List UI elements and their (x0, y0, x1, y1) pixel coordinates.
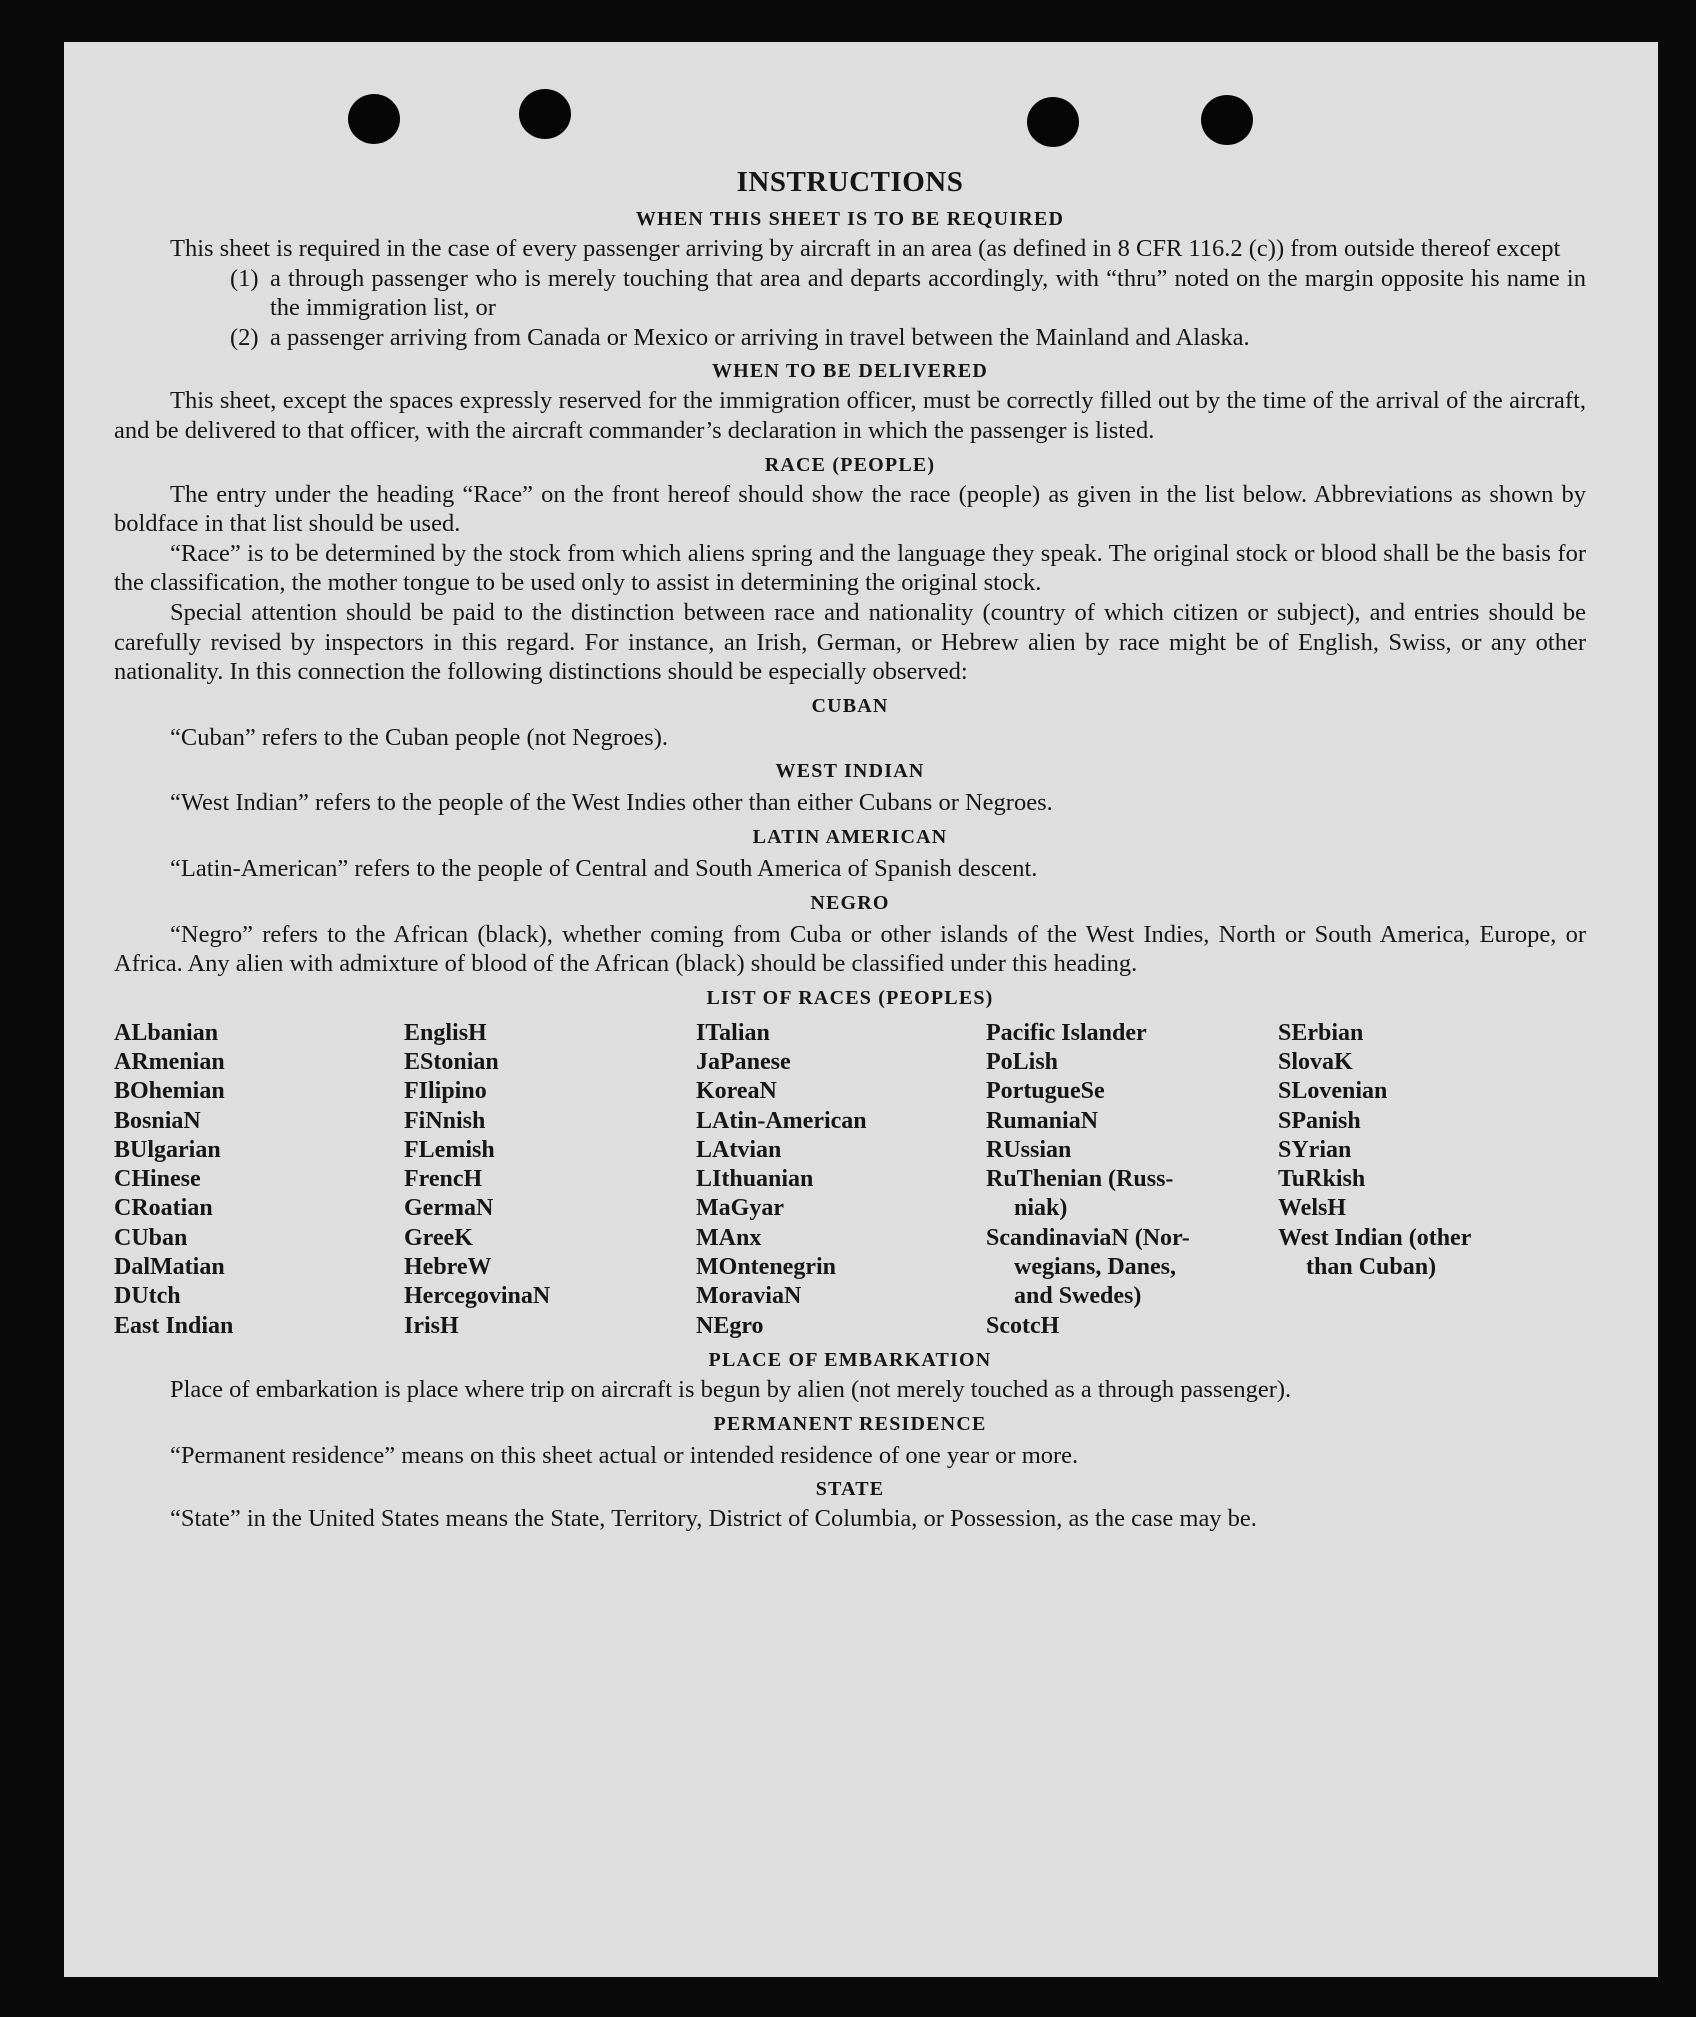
definition-state: “State” in the United States means the State, Territory, District of Columbia, or Possession, as the case may be. (170, 1505, 1257, 1533)
race-entry: LAtvian (696, 1136, 782, 1163)
race-entry: IrisH (404, 1312, 459, 1339)
heading-race: RACE (PEOPLE) (764, 453, 936, 476)
heading-negro: NEGRO (810, 891, 890, 914)
race-entry: TuRkish (1278, 1166, 1366, 1193)
definition-west-indian: “West Indian” refers to the people of the West Indies other than either Cubans or Negroes. (170, 789, 1053, 817)
race-entry: SYrian (1278, 1136, 1352, 1163)
race-entry: ITalian (696, 1019, 770, 1046)
race-entry: SLovenian (1278, 1078, 1388, 1105)
race-entry: CUban (114, 1224, 188, 1251)
race-entry: SlovaK (1278, 1048, 1353, 1075)
race-column (114, 1019, 404, 1341)
item-text: a passenger arriving from Canada or Mexico or arriving in travel between the Mainland and Alaska. (270, 323, 1250, 351)
race-entry: HebreW (404, 1254, 492, 1281)
race-entry: WelsH (1278, 1195, 1347, 1222)
document-sheet (64, 42, 1658, 1977)
race-entry: wegians, Danes, (1014, 1254, 1177, 1281)
race-entry: LAtin-American (696, 1107, 867, 1134)
definition-latin-american: “Latin-American” refers to the people of Central and South America of Spanish descent. (170, 854, 1038, 882)
race-entry: GermaN (404, 1195, 494, 1222)
punch-hole (1201, 95, 1253, 145)
race-entry: EnglisH (404, 1019, 487, 1046)
race-entry: niak) (1014, 1195, 1068, 1222)
race-entry: FiNnish (404, 1107, 486, 1134)
definition-permanent-residence: “Permanent residence” means on this sheet actual or intended residence of one year or more. (170, 1441, 1079, 1469)
punch-hole (519, 89, 571, 139)
race-entry: FIlipino (404, 1078, 487, 1105)
race-list (114, 1019, 1586, 1341)
race-entry: GreeK (404, 1224, 473, 1251)
paragraph-race-2: “Race” is to be determined by the stock from which aliens spring and the language they speak. The original stock or blood shall be the basis for the classification, the mother tongue to be used only to assist in determining the original stock. (114, 539, 1586, 597)
race-entry: HercegovinaN (404, 1283, 551, 1310)
race-entry: LIthuanian (696, 1166, 814, 1193)
paragraph-race-3: Special attention should be paid to the distinction between race and nationality (country of which citizen or subject), and entries should be carefully revised by inspectors in this regard. For instance, an Irish, German, or Hebrew alien by race might be of English, Swiss, or any other nationality. In this connection the following distinctions should be especially observed: (114, 598, 1586, 686)
race-entry: and Swedes) (1014, 1283, 1142, 1310)
paragraph-when-delivered: This sheet, except the spaces expressly reserved for the immigration officer, must be correctly filled out by the time of the arrival of the aircraft, and be delivered to that officer, with the aircraft commander’s declaration in which the passenger is listed. (114, 387, 1586, 444)
race-entry: JaPanese (696, 1048, 791, 1075)
item-number: (1) (230, 264, 259, 292)
race-entry: BUlgarian (114, 1136, 221, 1163)
heading-embarkation: PLACE OF EMBARKATION (708, 1348, 992, 1371)
race-entry: ARmenian (114, 1048, 225, 1075)
race-entry: ALbanian (114, 1019, 219, 1046)
heading-west-indian: WEST INDIAN (775, 760, 925, 783)
definition-cuban: “Cuban” refers to the Cuban people (not Negroes). (170, 723, 668, 751)
race-entry: RUssian (986, 1136, 1072, 1163)
race-entry: ScotcH (986, 1312, 1060, 1339)
race-entry: PoLish (986, 1048, 1059, 1075)
race-entry: ScandinaviaN (Nor- (986, 1224, 1190, 1251)
exception-item (230, 264, 1586, 323)
heading-permanent-residence: PERMANENT RESIDENCE (713, 1412, 987, 1435)
race-entry: FrencH (404, 1166, 483, 1193)
page-title: INSTRUCTIONS (736, 166, 964, 198)
race-entry: MAnx (696, 1224, 762, 1251)
heading-latin-american: LATIN AMERICAN (752, 825, 948, 848)
race-entry: KoreaN (696, 1078, 777, 1105)
race-entry: FLemish (404, 1136, 495, 1163)
race-column (1278, 1019, 1540, 1341)
race-entry: than Cuban) (1306, 1254, 1437, 1281)
race-entry: PortugueSe (986, 1078, 1105, 1105)
race-entry: RumaniaN (986, 1107, 1099, 1134)
race-entry: CRoatian (114, 1195, 213, 1222)
race-entry: DalMatian (114, 1254, 225, 1281)
race-entry: East Indian (114, 1312, 234, 1339)
race-entry: BOhemian (114, 1078, 225, 1105)
race-entry: MoraviaN (696, 1283, 802, 1310)
race-column (404, 1019, 696, 1341)
instructions-body (114, 164, 1586, 1534)
heading-list-of-races: LIST OF RACES (PEOPLES) (706, 986, 994, 1009)
race-entry: SErbian (1278, 1019, 1364, 1046)
item-number: (2) (230, 323, 259, 351)
race-entry: NEgro (696, 1312, 764, 1339)
paragraph-race-1: The entry under the heading “Race” on the front hereof should show the race (people) as given in the list below. Abbreviations as shown by boldface in that list should be used. (114, 480, 1586, 538)
race-entry: Pacific Islander (986, 1019, 1147, 1046)
paragraph-when-required: This sheet is required in the case of every passenger arriving by aircraft in an area (as defined in 8 CFR 116.2 (c)) from outside thereof except (170, 235, 1561, 262)
definition-negro: “Negro” refers to the African (black), whether coming from Cuba or other islands of the West Indies, North or South America, Europe, or Africa. Any alien with admixture of blood of the African (black) should be classified under this heading. (114, 920, 1586, 978)
race-entry: SPanish (1278, 1107, 1361, 1134)
race-entry: CHinese (114, 1166, 201, 1193)
exception-item (230, 323, 1586, 353)
race-column (986, 1019, 1278, 1341)
heading-cuban: CUBAN (811, 694, 889, 717)
punch-hole (348, 94, 400, 144)
race-entry: RuThenian (Russ- (986, 1166, 1174, 1193)
race-entry: MOntenegrin (696, 1254, 836, 1281)
race-entry: West Indian (other (1278, 1224, 1472, 1251)
heading-when-delivered: WHEN TO BE DELIVERED (711, 360, 989, 383)
race-column (696, 1019, 986, 1341)
definition-embarkation: Place of embarkation is place where trip on aircraft is begun by alien (not merely touched as a through passenger). (170, 1375, 1292, 1403)
race-entry: DUtch (114, 1283, 181, 1310)
race-entry: EStonian (404, 1048, 499, 1075)
heading-when-required: WHEN THIS SHEET IS TO BE REQUIRED (635, 208, 1065, 230)
race-entry: BosniaN (114, 1107, 201, 1134)
item-text: a through passenger who is merely touching that area and departs accordingly, with “thru” noted on the margin opposite his name in the immigration list, or (270, 264, 1586, 322)
race-entry: MaGyar (696, 1195, 784, 1222)
heading-state: STATE (815, 1478, 885, 1501)
punch-hole (1027, 97, 1079, 147)
